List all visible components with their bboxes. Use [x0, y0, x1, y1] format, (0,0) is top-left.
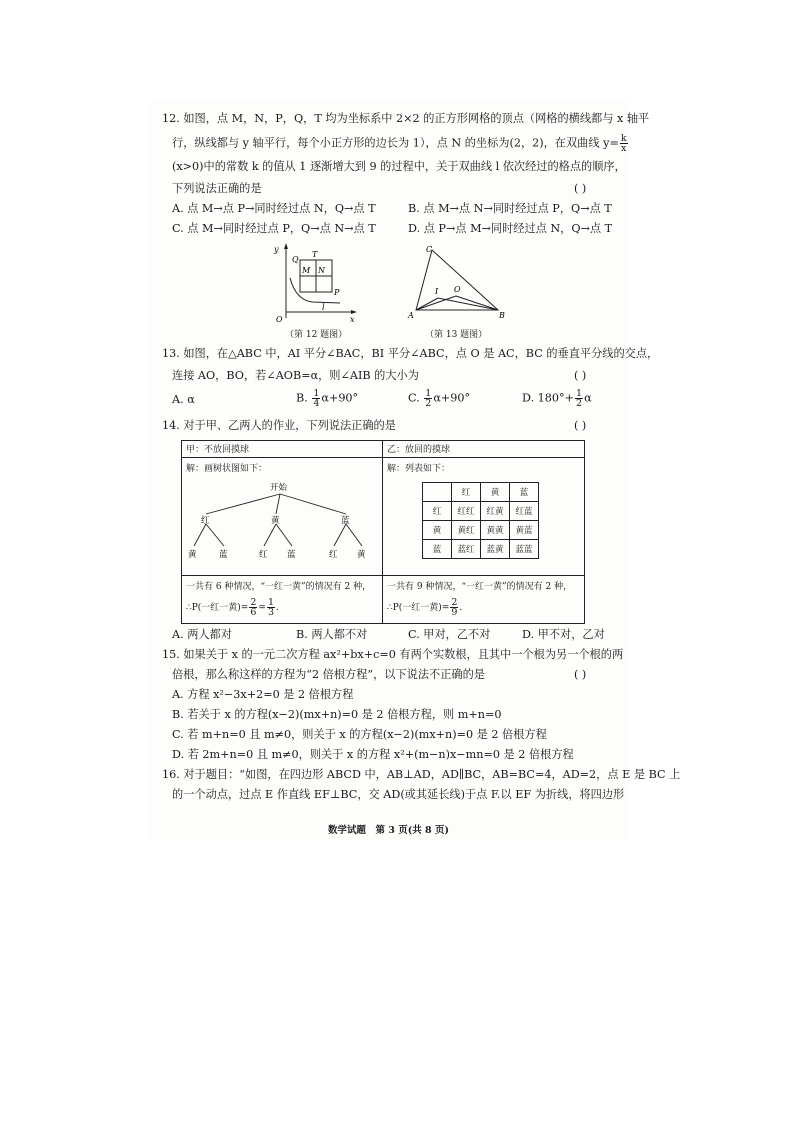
table-row	[423, 502, 539, 521]
tree-leaf: 黄	[357, 550, 366, 560]
fig12-label-o: O	[276, 315, 283, 324]
q12-option-a: A. 点 M→点 P→同时经过点 N，Q→点 T	[172, 202, 376, 215]
fig12-label-n: N	[318, 266, 325, 275]
table-cell: 蓝	[423, 540, 452, 559]
tree-branch	[276, 524, 292, 546]
tree-branch	[276, 494, 280, 514]
q15-answer-bracket: ( )	[574, 668, 587, 681]
q15-option-b: B. 若关于 x 的方程(x−2)(mx+n)=0 是 2 倍根方程，则 m+n=0	[172, 708, 502, 721]
tree-node-red: 红	[201, 516, 210, 526]
table-cell: 红	[452, 483, 481, 502]
table-cell: 红红	[452, 502, 481, 521]
q12-answer-bracket: ( )	[574, 182, 587, 195]
q14-right-probability: ∴P(一红一黄)= $\frac{2}{9}$ .	[387, 597, 463, 618]
tree-leaf: 红	[329, 550, 338, 560]
table-cell: 蓝	[510, 483, 539, 502]
tree-leaf: 蓝	[287, 550, 296, 560]
triangle-abc	[416, 250, 498, 310]
tree-branch	[206, 494, 280, 514]
q15-option-a: A. 方程 x²−3x+2=0 是 2 倍根方程	[172, 688, 354, 701]
q14-outcome-table	[422, 482, 539, 559]
q13-option-b: B. $\frac{1}{4}$ α+90°	[296, 388, 359, 409]
q14-left-head: 甲：不放回摸球	[186, 445, 250, 455]
table-row	[423, 521, 539, 540]
q12-option-d: D. 点 P→点 M→同时经过点 N，Q→点 T	[408, 222, 613, 235]
q13-option-c: C. $\frac{1}{2}$ α+90°	[408, 388, 471, 409]
q12-fraction: $\frac{k}{x}$	[620, 133, 627, 154]
table-cell: 蓝红	[452, 540, 481, 559]
tree-branch	[280, 494, 346, 514]
fig12-label-q: Q	[292, 255, 299, 264]
q14-left-probability: ∴P(一红一黄)= $\frac{2}{6}$ = $\frac{1}{3}$ .	[186, 597, 279, 618]
table-cell: 黄红	[452, 521, 481, 540]
x-axis-arrow-icon	[351, 310, 357, 314]
q13-option-a: A. α	[172, 393, 195, 406]
q13-figure-caption: （第 13 题图）	[425, 330, 488, 340]
q12-line4: 下列说法正确的是	[172, 182, 262, 195]
table-cell: 黄黄	[481, 521, 510, 540]
tree-leaf: 黄	[188, 550, 197, 560]
fig12-label-m: M	[302, 266, 311, 275]
table-cell: 红蓝	[510, 502, 539, 521]
segment-ao	[416, 296, 456, 310]
q12-option-c: C. 点 M→同时经过点 P，Q→点 N→点 T	[172, 222, 376, 235]
y-axis-arrow-icon	[284, 243, 288, 249]
q13-answer-bracket: ( )	[574, 369, 587, 382]
q15-line1: 15. 如果关于 x 的一元二次方程 ax²+bx+c=0 有两个实数根，且其中一个根为另一个根的两	[162, 648, 624, 661]
q14-table-header-rule	[181, 457, 584, 458]
q12-line2: 行，纵线都与 y 轴平行，每个小正方形的边长为 1），点 N 的坐标为(2，2)，在双曲线 y= $\frac{k}{x}$	[172, 133, 627, 154]
q12-figure-caption: （第 12 题图）	[285, 330, 348, 340]
segment-ai	[416, 298, 438, 310]
q14-line1: 14. 对于甲、乙两人的作业，下列说法正确的是	[162, 419, 396, 432]
fig12-label-l: l	[322, 303, 325, 312]
tree-branch	[334, 524, 346, 546]
tree-branch	[264, 524, 276, 546]
q14-option-c: C. 甲对，乙不对	[408, 628, 491, 641]
q13-figure	[400, 240, 510, 325]
q13-line2: 连接 AO，BO，若∠AOB=α，则∠AIB 的大小为	[172, 369, 419, 382]
fig12-label-y: y	[274, 245, 279, 254]
q14-right-head: 乙：放回的摸球	[387, 445, 451, 455]
q16-line1: 16. 对于题目：“如图，在四边形 ABCD 中，AB⊥AD，AD∥BC，AB=BC=4，AD=2，点 E 是 BC 上	[162, 768, 681, 781]
table-cell: 蓝黄	[481, 540, 510, 559]
tree-root: 开始	[270, 483, 288, 493]
fig13-label-b: B	[499, 311, 505, 320]
table-row	[423, 540, 539, 559]
fig13-label-o: O	[454, 285, 461, 294]
table-cell: 黄	[423, 521, 452, 540]
tree-branch	[206, 524, 224, 546]
table-cell: 蓝蓝	[510, 540, 539, 559]
tree-leaf: 红	[259, 550, 268, 560]
table-cell: 红黄	[481, 502, 510, 521]
q13-line1: 13. 如图，在△ABC 中，AI 平分∠BAC，BI 平分∠ABC，点 O 是 AC，BC 的垂直平分线的交点，	[162, 347, 659, 360]
fig12-label-t: T	[312, 250, 318, 259]
table-cell	[423, 483, 452, 502]
q12-figure	[270, 240, 360, 325]
q15-line2: 倍根，那么称这样的方程为“2 倍根方程”，以下说法不正确的是	[172, 668, 485, 681]
q14-table-divider	[382, 440, 383, 624]
q15-option-d: D. 若 2m+n=0 且 m≠0，则关于 x 的方程 x²+(m−n)x−mn=0 是 2 倍根方程	[172, 748, 574, 761]
q16-line2: 的一个动点，过点 E 作直线 EF⊥BC，交 AD(或其延长线)于点 F.以 EF 为折线，将四边形	[172, 788, 625, 801]
fig13-label-i: I	[435, 287, 439, 296]
page-footer: 数学试题 第 3 页(共 8 页)	[328, 825, 449, 836]
q12-line3: (x>0)中的常数 k 的值从 1 逐渐增大到 9 的过程中，关于双曲线 l 依次经过的格点的顺序，	[172, 160, 626, 173]
fig12-label-p: P	[334, 288, 340, 297]
table-cell: 黄蓝	[510, 521, 539, 540]
q14-right-conclusion: 一共有 9 种情况，“一红一黄”的情况有 2 种，	[387, 582, 573, 592]
table-cell: 红	[423, 502, 452, 521]
q13-option-d: D. 180°+ $\frac{1}{2}$ α	[522, 388, 592, 409]
fig12-label-x: x	[350, 315, 355, 324]
q14-left-solution: 解：画树状图如下：	[186, 464, 268, 474]
fig13-label-c: C	[426, 245, 433, 254]
q15-option-c: C. 若 m+n=0 且 m≠0，则关于 x 的方程(x−2)(mx+n)=0 是 2 倍根方程	[172, 728, 547, 741]
q14-option-d: D. 甲不对，乙对	[522, 628, 605, 641]
q12-option-b: B. 点 M→点 N→同时经过点 P，Q→点 T	[408, 202, 612, 215]
tree-branch	[346, 524, 362, 546]
tree-node-yellow: 黄	[271, 516, 280, 526]
q14-answer-bracket: ( )	[574, 419, 587, 432]
tree-branch	[194, 524, 206, 546]
q14-table-conclusion-rule	[181, 575, 584, 576]
q14-tree-diagram	[184, 478, 380, 574]
q14-right-solution: 解：列表如下：	[387, 464, 451, 474]
fig13-label-a: A	[408, 311, 414, 320]
q14-left-conclusion: 一共有 6 种情况，“一红一黄”的情况有 2 种，	[186, 582, 372, 592]
q14-option-b: B. 两人都不对	[296, 628, 368, 641]
table-row	[423, 483, 539, 502]
table-cell: 黄	[481, 483, 510, 502]
tree-node-blue: 蓝	[341, 516, 350, 526]
q12-line1: 12. 如图，点 M，N，P，Q，T 均为坐标系中 2×2 的正方形网格的顶点（网格的横线都与 x 轴平	[162, 112, 650, 125]
q14-option-a: A. 两人都对	[172, 628, 232, 641]
tree-leaf: 蓝	[219, 550, 228, 560]
